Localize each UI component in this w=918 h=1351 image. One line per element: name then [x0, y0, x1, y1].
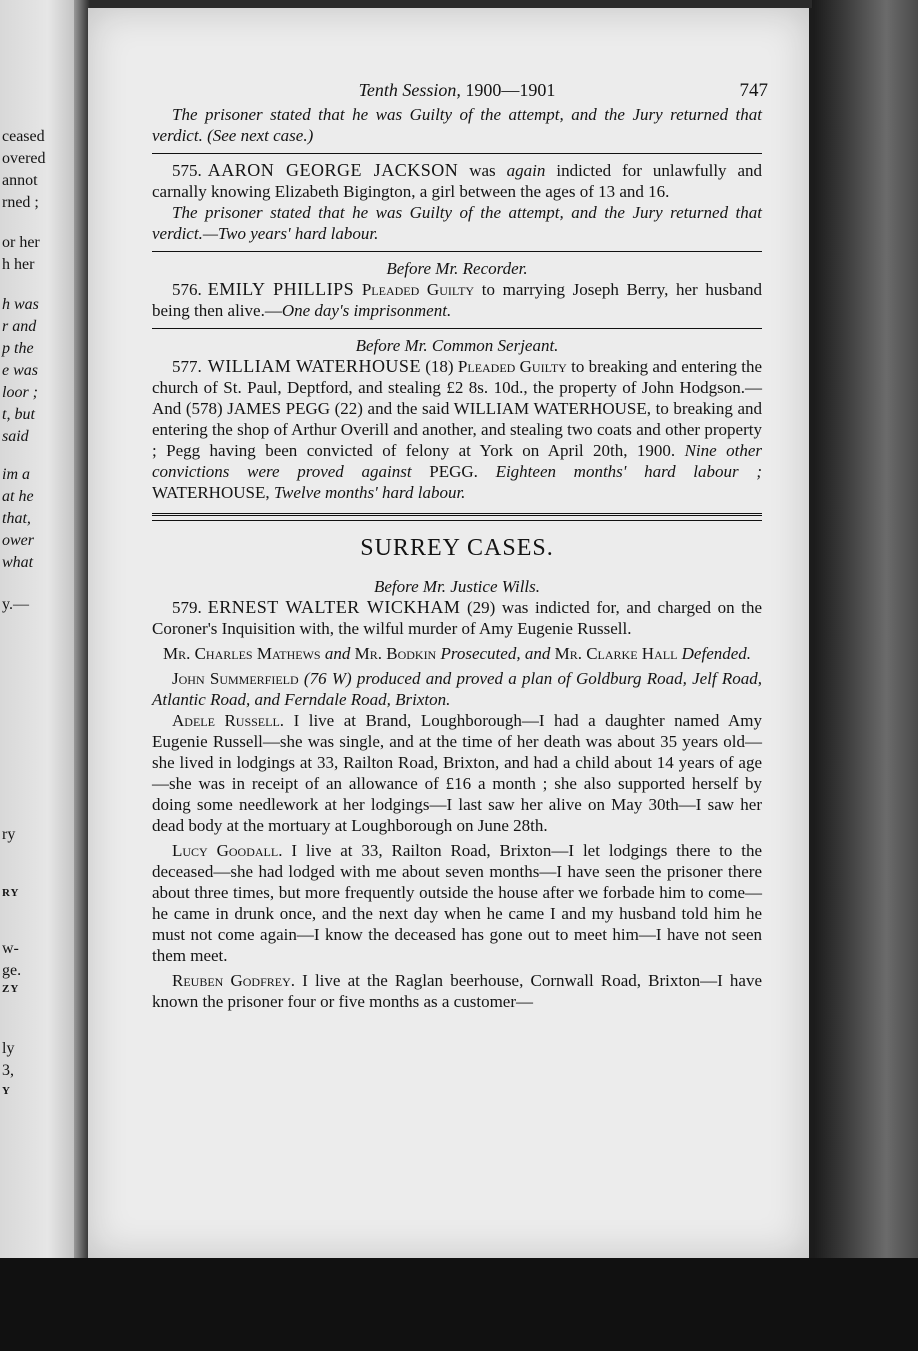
- case-576: 576. EMILY PHILLIPS Pleaded Guilty to marrying Joseph Berry, her husband being then alive.—One day's imprisonment.: [152, 279, 763, 320]
- case-577: 577. WILLIAM WATERHOUSE (18) Pleaded Guilty to breaking and entering the church of St. Paul, Deptford, and stealing £2 8s. 10d., the property of John Hodgson.—And (578) JAMES PEGG (22) and the said WILLIAM WATERHOUSE, to breaking and entering the shop of Arthur Overill and another, and stealing two coats and other property ; Pegg having been convicted of felony at York on April 20th, 1900. Nine other convictions were proved against PEGG. Eighteen months' hard labour ; WATERHOUSE, Twelve months' hard labour.: [152, 356, 763, 502]
- left-page-fragment: im a: [2, 466, 30, 483]
- left-page-fragment: ower: [2, 532, 34, 549]
- left-page-fragment: that,: [2, 510, 31, 527]
- left-page-fragment: y.—: [2, 596, 29, 613]
- left-page-fragment: overed: [2, 150, 46, 167]
- section-divider: [152, 513, 762, 521]
- scanner-background-bottom: [0, 1258, 918, 1351]
- page-number: 747: [739, 80, 768, 101]
- case-575: 575. AARON GEORGE JACKSON was again indicted for unlawfully and carnally knowing Elizabeth Bigington, a girl between the ages of 13 and 16.: [152, 160, 763, 201]
- left-page-fragment: t, but: [2, 406, 35, 423]
- divider: [152, 153, 762, 154]
- section-heading: SURREY CASES.: [360, 535, 554, 561]
- left-page-fragment: or her: [2, 234, 40, 251]
- left-page-fragment: h was: [2, 296, 39, 313]
- left-page-fragment: r and: [2, 318, 37, 335]
- witness-godfrey: Reuben Godfrey. I live at the Raglan beerhouse, Cornwall Road, Brixton—I have known the prisoner four or five months as a customer—: [152, 971, 763, 1011]
- witness-russell: Adele Russell. I live at Brand, Loughborough—I had a daughter named Amy Eugenie Russell—she was single, and at the time of her death was about 35 years old—she lived in lodgings at 33, Railton Road, Brixton, and had a child about 14 years of age—she was in receipt of an allowance of £16 a month ; she also supported herself by doing some needlework at her lodgings—I last saw her alive on May 30th—I saw her dead body at the mortuary at Loughborough on June 28th.: [152, 711, 763, 835]
- left-page-fragment: said: [2, 428, 29, 445]
- judge-heading: Before Mr. Recorder.: [386, 259, 528, 278]
- divider: [152, 251, 762, 252]
- scanner-background-right: [812, 0, 918, 1351]
- defendant-name: WILLIAM WATERHOUSE: [207, 356, 421, 376]
- left-page-fragment: at he: [2, 488, 34, 505]
- witness-summerfield: John Summerfield (76 W) produced and proved a plan of Goldburg Road, Jelf Road, Atlantic Road, and Ferndale Road, Brixton.: [152, 669, 763, 709]
- left-page-fragment: Y: [2, 1085, 11, 1097]
- left-page-fragment: h her: [2, 256, 35, 273]
- left-page-fragment: ry: [2, 826, 16, 843]
- left-page-fragment: p the: [2, 340, 34, 357]
- defendant-name: AARON GEORGE JACKSON: [207, 160, 459, 180]
- left-page-fragment: RY: [2, 887, 20, 899]
- left-page-fragment: e was: [2, 362, 38, 379]
- book-page: [88, 8, 815, 1258]
- left-page-fragment: w-: [2, 940, 19, 957]
- left-page-fragment: what: [2, 554, 34, 571]
- left-page-fragment: 3,: [2, 1062, 14, 1079]
- divider: [152, 328, 762, 329]
- case-579: 579. ERNEST WALTER WICKHAM (29) was indicted for, and charged on the Coroner's Inquisition with, the wilful murder of Amy Eugenie Russell.: [152, 597, 763, 638]
- left-page-fragment: ly: [2, 1040, 15, 1057]
- judge-heading: Before Mr. Common Serjeant.: [355, 336, 559, 355]
- defendant-name: ERNEST WALTER WICKHAM: [207, 597, 461, 617]
- judge-heading: Before Mr. Justice Wills.: [373, 577, 541, 596]
- left-page-fragment: ceased: [2, 128, 45, 145]
- page-body: [152, 80, 768, 1012]
- counsel-line: Mr. Charles Mathews and Mr. Bodkin Prosecuted, and Mr. Clarke Hall Defended.: [162, 644, 752, 663]
- running-title-session: Tenth Session,: [358, 80, 461, 100]
- page-header: [152, 80, 768, 104]
- left-page-fragment: ZY: [2, 983, 20, 995]
- previous-page-edge: [0, 0, 80, 1258]
- left-page-fragment: loor ;: [2, 384, 38, 401]
- case-574-verdict: The prisoner stated that he was Guilty of the attempt, and the Jury returned that verdict. (See next case.): [152, 105, 762, 145]
- left-page-fragment: rned ;: [2, 194, 39, 211]
- defendant-name: EMILY PHILLIPS: [207, 279, 355, 299]
- case-575-verdict: The prisoner stated that he was Guilty of the attempt, and the Jury returned that verdict.—Two years' hard labour.: [152, 203, 762, 243]
- running-title-years: 1900—1901: [465, 80, 556, 100]
- left-page-fragment: ge.: [2, 962, 22, 979]
- witness-goodall: Lucy Goodall. I live at 33, Railton Road, Brixton—I let lodgings there to the deceased—she had lodged with me about seven months—I have seen the prisoner there about three times, but more frequently outside the house after we forbade him to come—he came in drunk once, and the next day when he came I and my husband told him he must not come again—I know the deceased has gone out to meet him—I have not seen them meet.: [152, 841, 762, 965]
- left-page-fragment: annot: [2, 172, 38, 189]
- running-title: [152, 80, 762, 101]
